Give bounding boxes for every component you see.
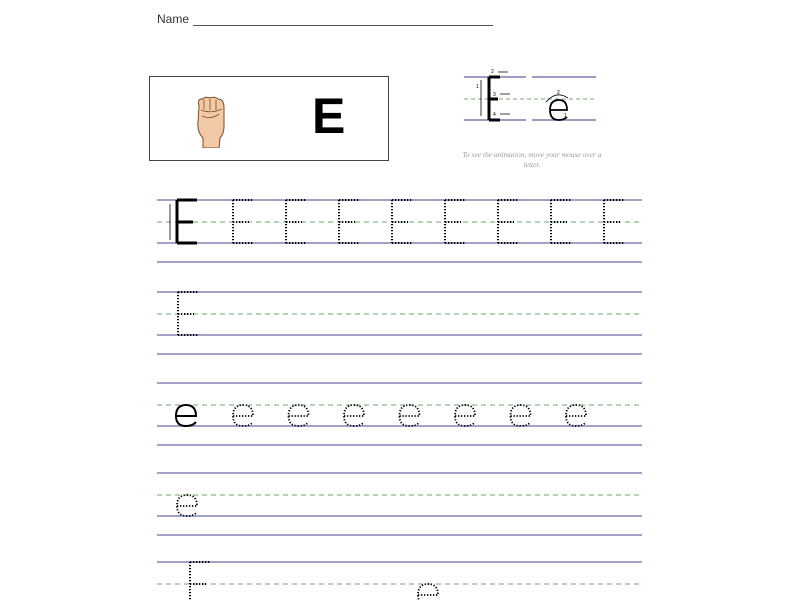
traced-letter-upper-e <box>498 200 518 243</box>
model-letter-lower-e <box>176 405 196 426</box>
traced-letter-lower-e <box>289 405 309 426</box>
traced-letter-lower-e <box>400 405 420 426</box>
traced-letter-upper-e <box>190 562 210 600</box>
traced-letter-lower-e <box>344 405 364 426</box>
sign-card-letter: E <box>312 88 346 144</box>
stroke-number: 1 <box>476 84 479 90</box>
practice-row[interactable] <box>157 473 642 535</box>
name-label: Name <box>157 12 190 26</box>
stroke-number: 3 <box>493 92 496 98</box>
stroke-number: 2 <box>491 69 494 75</box>
practice-row[interactable] <box>157 383 642 445</box>
traced-letter-lower-e <box>418 584 438 600</box>
stroke-number: 4 <box>493 112 496 118</box>
practice-row[interactable] <box>157 200 642 262</box>
traced-letter-lower-e <box>511 405 531 426</box>
traced-letter-lower-e <box>455 405 475 426</box>
practice-row[interactable] <box>157 562 642 600</box>
traced-letter-upper-e <box>551 200 571 243</box>
traced-letter-upper-e <box>445 200 465 243</box>
stroke-number: 1 <box>564 113 567 119</box>
traced-letter-lower-e <box>233 405 253 426</box>
practice-row[interactable] <box>157 292 642 354</box>
stroke-number: 2 <box>557 90 560 96</box>
animation-hint: To see the animation, move your mouse over a letter. <box>462 150 602 169</box>
traced-letter-lower-e <box>566 405 586 426</box>
traced-letter-lower-e <box>177 495 197 516</box>
